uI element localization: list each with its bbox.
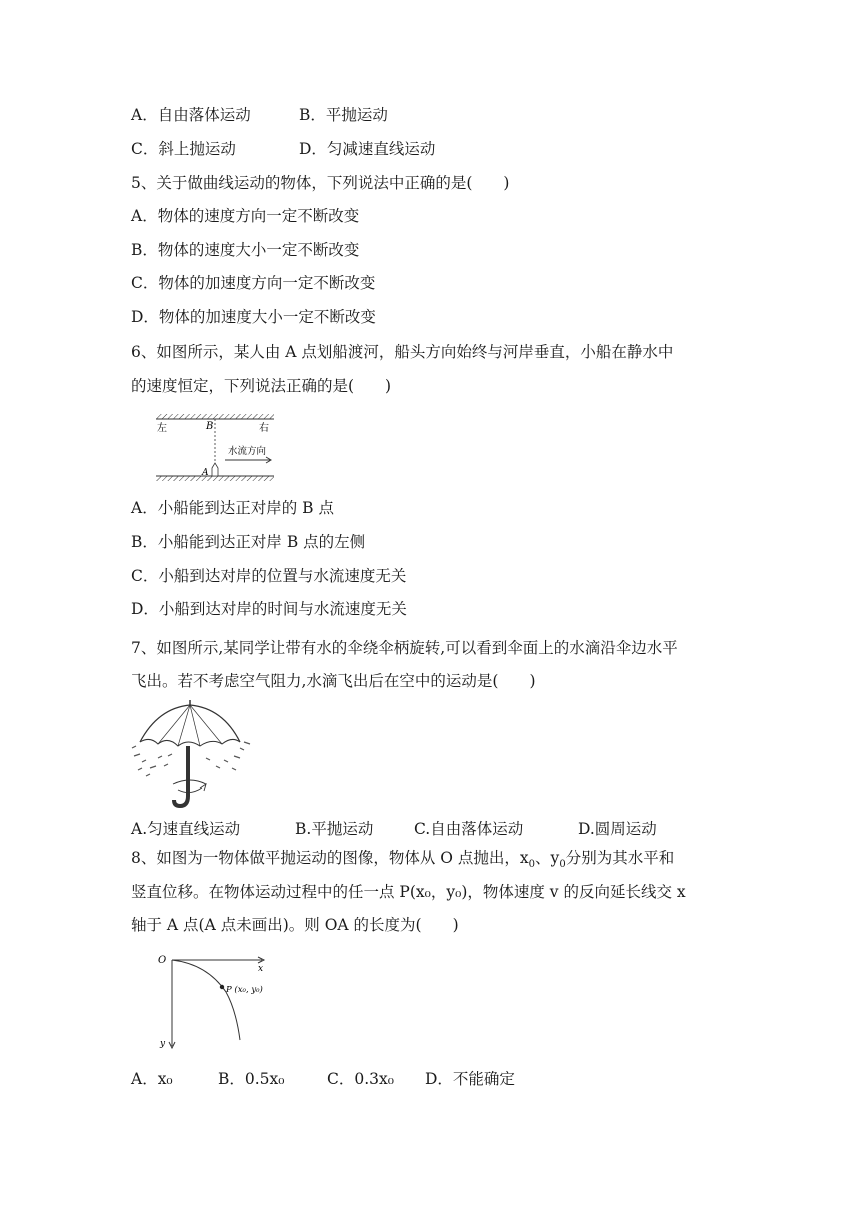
label-o: O bbox=[158, 955, 167, 966]
q8-option-b: B．0.5x₀ bbox=[218, 1070, 285, 1088]
q4-option-c: C．斜上抛运动 bbox=[131, 140, 236, 158]
q7-stem-line1: 7、如图所示,某同学让带有水的伞绕伞柄旋转,可以看到伞面上的水滴沿伞边水平 bbox=[131, 639, 678, 657]
boat-icon bbox=[212, 463, 218, 476]
trajectory-curve bbox=[172, 960, 240, 1040]
q5-option-b: B．物体的速度大小一定不断改变 bbox=[131, 241, 360, 259]
q8-stem-line3: 轴于 A 点(A 点未画出)。则 OA 的长度为( ) bbox=[131, 916, 459, 934]
q5-option-d: D．物体的加速度大小一定不断改变 bbox=[131, 308, 376, 326]
label-b: B bbox=[206, 421, 214, 432]
river-crossing-figure bbox=[150, 408, 285, 486]
q8-option-a: A．x₀ bbox=[131, 1070, 173, 1088]
q6-option-a: A．小船能到达正对岸的 B 点 bbox=[131, 499, 334, 517]
rotation-arrow-icon bbox=[200, 784, 206, 791]
q7-option-c: C.自由落体运动 bbox=[414, 820, 524, 838]
q5-option-c: C．物体的加速度方向一定不断改变 bbox=[131, 274, 376, 292]
q6-stem-line2: 的速度恒定，下列说法正确的是( ) bbox=[131, 377, 392, 395]
q8-option-d: D．不能确定 bbox=[425, 1070, 515, 1088]
q5-option-a: A．物体的速度方向一定不断改变 bbox=[131, 207, 360, 225]
water-drops-icon bbox=[132, 742, 250, 776]
point-p bbox=[220, 985, 224, 989]
q6-stem-line1: 6、如图所示，某人由 A 点划船渡河，船头方向始终与河岸垂直，小船在静水中 bbox=[131, 343, 674, 361]
umbrella-handle-icon bbox=[174, 746, 188, 806]
q7-option-a: A.匀速直线运动 bbox=[131, 820, 241, 838]
q8-stem-line1: 8、如图为一物体做平抛运动的图像，物体从 O 点抛出，$x_0$、$y_0$分别为其水平和 bbox=[131, 849, 675, 871]
label-p: P (x₀, y₀) bbox=[226, 985, 263, 995]
q7-option-b: B.平抛运动 bbox=[295, 820, 374, 838]
q7-option-d: D.圆周运动 bbox=[578, 820, 657, 838]
umbrella-figure bbox=[128, 700, 263, 815]
q5-stem: 5、关于做曲线运动的物体，下列说法中正确的是( ) bbox=[131, 174, 510, 192]
q8-stem-line2: 竖直位移。在物体运动过程中的任一点 P(x₀，y₀)，物体速度 v 的反向延长线交 x bbox=[131, 883, 686, 901]
label-right: 右 bbox=[259, 423, 269, 434]
label-x: x bbox=[258, 964, 264, 974]
bottom-bank bbox=[156, 476, 274, 481]
q8-option-c: C．0.3x₀ bbox=[327, 1070, 394, 1088]
q4-option-b: B．平抛运动 bbox=[299, 106, 388, 124]
q6-option-d: D．小船到达对岸的时间与水流速度无关 bbox=[131, 600, 407, 618]
q7-stem-line2: 飞出。若不考虑空气阻力,水滴飞出后在空中的运动是( ) bbox=[131, 672, 536, 690]
q4-option-d: D．匀减速直线运动 bbox=[299, 140, 436, 158]
label-flow-direction: 水流方向 bbox=[228, 446, 267, 457]
projectile-figure bbox=[152, 950, 277, 1052]
label-a: A bbox=[202, 468, 209, 478]
label-left: 左 bbox=[157, 423, 167, 434]
q4-option-a: A．自由落体运动 bbox=[131, 106, 251, 124]
label-y: y bbox=[160, 1039, 166, 1049]
umbrella-canopy-icon bbox=[140, 705, 240, 742]
top-bank bbox=[156, 414, 274, 419]
q6-option-b: B．小船能到达正对岸 B 点的左侧 bbox=[131, 533, 366, 551]
q6-option-c: C．小船到达对岸的位置与水流速度无关 bbox=[131, 567, 407, 585]
